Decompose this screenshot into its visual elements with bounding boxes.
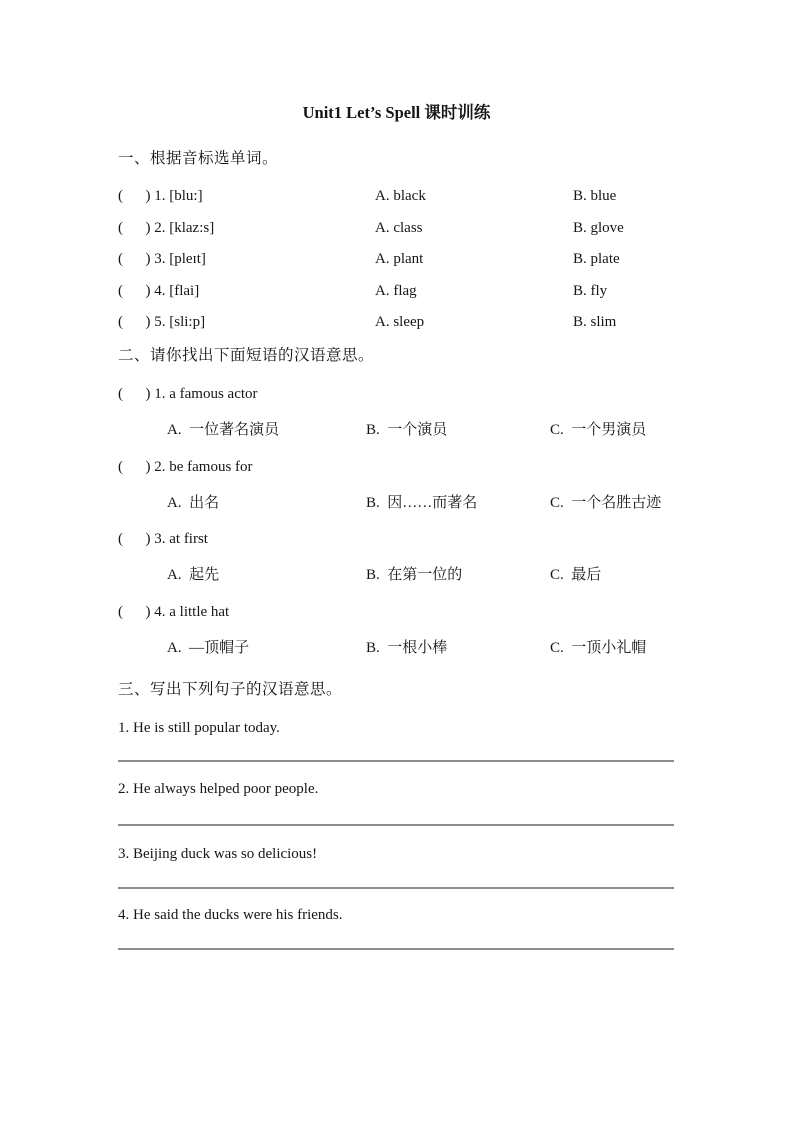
question-phonetic: ( ) 5. [sli:p] <box>118 314 206 330</box>
p2-question: ( ) 2. be famous for <box>118 459 253 475</box>
p2-options-row <box>118 639 678 658</box>
option-a: A. sleep <box>375 314 425 330</box>
p1-question-row <box>118 313 678 332</box>
option-a: A. flag <box>375 283 417 299</box>
question-phonetic: ( ) 2. [klaz:s] <box>118 220 215 236</box>
option-b: B. 在第一位的 <box>366 567 463 583</box>
option-c: C. 一个男演员 <box>550 422 647 438</box>
option-a: A. class <box>375 220 423 236</box>
answer-line <box>118 760 674 762</box>
question-phonetic: ( ) 1. [blu:] <box>118 188 203 204</box>
p1-question-row <box>118 250 678 269</box>
p2-question: ( ) 4. a little hat <box>118 604 230 620</box>
p2-question: ( ) 3. at first <box>118 531 208 547</box>
option-b: B. 一根小棒 <box>366 640 448 656</box>
p1-question-row <box>118 282 678 301</box>
option-a: A. plant <box>375 251 424 267</box>
p2-options-row <box>118 566 678 585</box>
option-c: C. 一顶小礼帽 <box>550 640 647 656</box>
question-phonetic: ( ) 3. [pleɪt] <box>118 251 206 267</box>
option-b: B. glove <box>573 220 624 236</box>
question-phonetic: ( ) 4. [flai] <box>118 283 200 299</box>
p2-question: ( ) 1. a famous actor <box>118 386 258 402</box>
option-b: B. 因……而著名 <box>366 495 478 511</box>
p3-sentence: 1. He is still popular today. <box>118 720 280 736</box>
answer-line <box>118 824 674 826</box>
option-b: B. slim <box>573 314 617 330</box>
p2-options-row <box>118 421 678 440</box>
p3-sentence: 4. He said the ducks were his friends. <box>118 907 343 923</box>
answer-line <box>118 948 674 950</box>
option-b: B. fly <box>573 283 608 299</box>
p1-question-row <box>118 219 678 238</box>
p1-question-row <box>118 187 678 206</box>
p2-options-row <box>118 494 678 513</box>
section-1-heading: 一、根据音标选单词。 <box>118 150 279 167</box>
answer-line <box>118 887 674 889</box>
p3-sentence: 3. Beijing duck was so delicious! <box>118 846 318 862</box>
option-c: C. 一个名胜古迹 <box>550 495 662 511</box>
option-a: A. 起先 <box>167 567 220 583</box>
option-a: A. black <box>375 188 426 204</box>
option-b: B. blue <box>573 188 617 204</box>
option-a: A. 出名 <box>167 495 220 511</box>
option-b: B. 一个演员 <box>366 422 448 438</box>
option-b: B. plate <box>573 251 620 267</box>
p3-sentence: 2. He always helped poor people. <box>118 781 319 797</box>
worksheet-title: Unit1 Let’s Spell 课时训练 <box>302 103 491 122</box>
section-2-heading: 二、请你找出下面短语的汉语意思。 <box>118 347 375 364</box>
section-3-heading: 三、写出下列句子的汉语意思。 <box>118 681 343 698</box>
option-a: A. —顶帽子 <box>167 640 250 656</box>
option-c: C. 最后 <box>550 567 602 583</box>
option-a: A. 一位著名演员 <box>167 422 280 438</box>
